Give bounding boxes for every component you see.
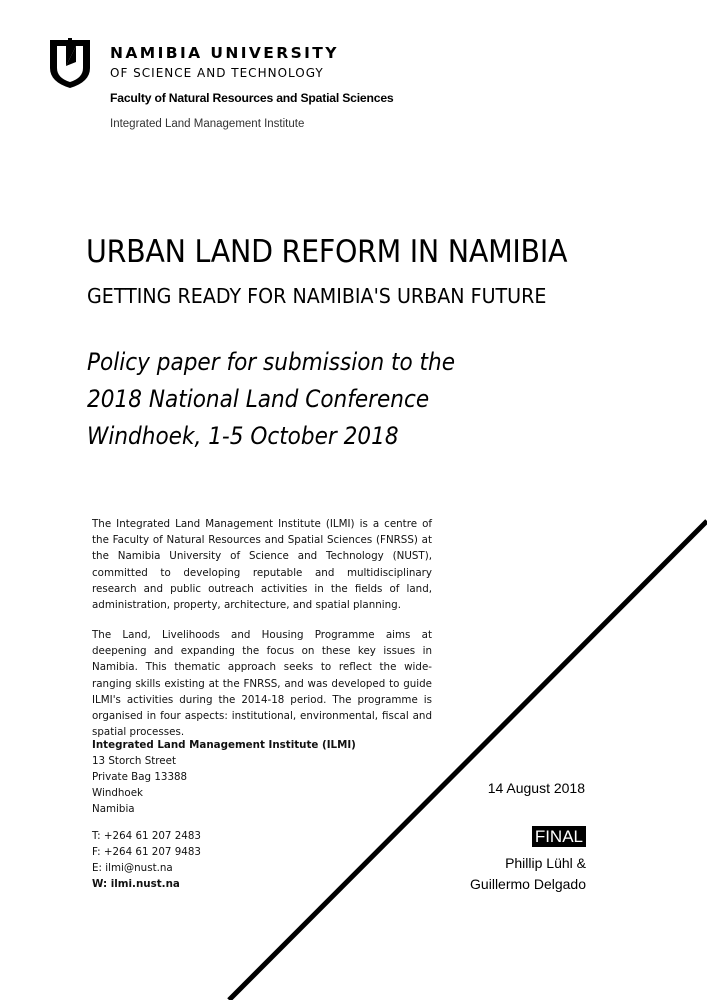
faculty-name: Faculty of Natural Resources and Spatial Sciences: [110, 91, 394, 105]
author-name: Guillermo Delgado: [470, 876, 586, 892]
university-name: NAMIBIA UNIVERSITY: [110, 44, 339, 62]
fax-number: F: +264 61 207 9483: [92, 846, 201, 858]
website-address: W: ilmi.nust.na: [92, 878, 180, 890]
policy-line: Policy paper for submission to the: [87, 348, 456, 376]
university-subtitle: OF SCIENCE AND TECHNOLOGY: [110, 66, 324, 80]
institute-name: Integrated Land Management Institute: [110, 118, 305, 130]
address-line: 13 Storch Street: [92, 755, 177, 767]
postal-address: [92, 737, 356, 817]
organisation-name: Integrated Land Management Institute (ILMI): [92, 739, 356, 751]
email-address: E: ilmi@nust.na: [92, 862, 173, 874]
document-date: 14 August 2018: [487, 780, 585, 796]
policy-statement: [87, 344, 455, 455]
contact-details: [92, 828, 201, 892]
about-ilmi-paragraph: The Integrated Land Management Institute (ILMI) is a centre of the Faculty of Natural Resources and Spatial Sciences (FNRSS) at the Namibia University of Science and Technology (NUST), committed to developing reputable and multidisciplinary research and public outreach activities in the fields of land, administration, property, architecture, and spatial planning.: [92, 518, 432, 612]
programme-paragraph: The Land, Livelihoods and Housing Programme aims at deepening and expanding the focus on these key issues in Namibia. This thematic approach seeks to reflect the wide-ranging skills existing at the FNRSS, and was developed to guide ILMI's activities during the 2014-18 period. The programme is organised in four aspects: institutional, environmental, fiscal and spatial processes.: [92, 629, 432, 739]
main-title: URBAN LAND REFORM IN NAMIBIA: [86, 234, 568, 270]
sub-title: GETTING READY FOR NAMIBIA'S URBAN FUTURE: [87, 284, 547, 308]
status-badge: FINAL: [532, 826, 586, 847]
address-line: Private Bag 13388: [92, 771, 188, 783]
author-name: Phillip Lühl &: [505, 855, 586, 871]
nust-shield-logo-icon: [46, 38, 94, 90]
phone-number: T: +264 61 207 2483: [92, 830, 201, 842]
address-line: Windhoek: [92, 787, 144, 799]
address-line: Namibia: [92, 803, 135, 815]
policy-line: Windhoek, 1-5 October 2018: [87, 422, 399, 450]
policy-line: 2018 National Land Conference: [87, 385, 430, 413]
authors: [470, 853, 586, 895]
